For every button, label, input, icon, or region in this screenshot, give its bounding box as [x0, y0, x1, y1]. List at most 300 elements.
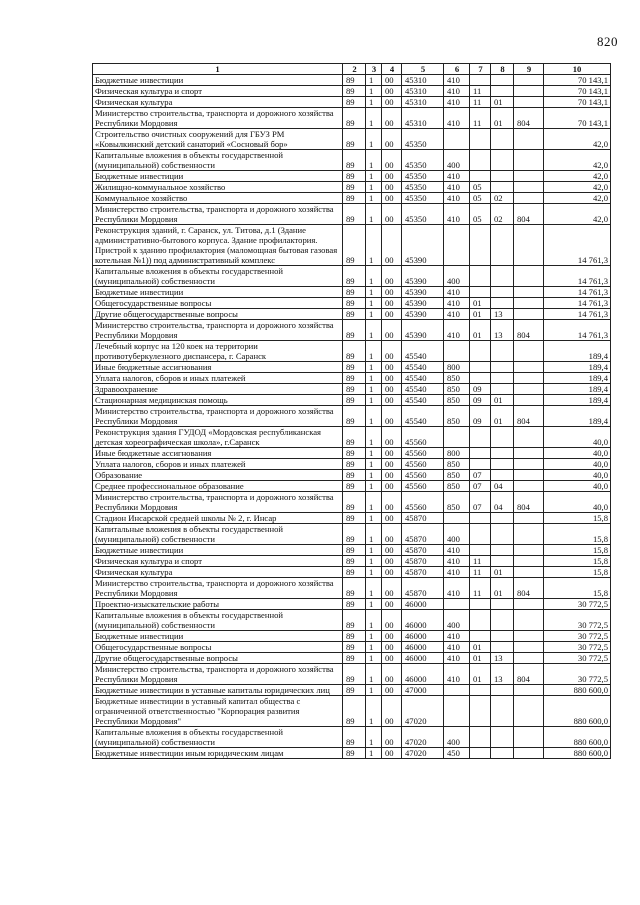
code-cell: 89 [343, 427, 366, 448]
amount-cell: 15,8 [544, 524, 611, 545]
code-cell: 45350 [402, 182, 444, 193]
code-cell [470, 266, 491, 287]
code-cell: 47020 [402, 727, 444, 748]
name-cell: Жилищно-коммунальное хозяйство [93, 182, 343, 193]
name-cell: Бюджетные инвестиции [93, 287, 343, 298]
table-row [93, 685, 611, 696]
code-cell: 1 [366, 556, 382, 567]
name-cell: Министерство строительства, транспорта и дорожного хозяйства Республики Мордовия [93, 320, 343, 341]
code-cell: 89 [343, 545, 366, 556]
code-cell [514, 459, 544, 470]
name-cell: Капитальные вложения в объекты государственной (муниципальной) собственности [93, 727, 343, 748]
code-cell: 89 [343, 470, 366, 481]
code-cell: 89 [343, 193, 366, 204]
code-cell: 00 [382, 75, 402, 86]
code-cell [491, 642, 514, 653]
code-cell: 89 [343, 108, 366, 129]
table-row [93, 696, 611, 727]
table-row [93, 287, 611, 298]
code-cell: 46000 [402, 599, 444, 610]
code-cell: 00 [382, 341, 402, 362]
code-cell: 00 [382, 448, 402, 459]
amount-cell: 42,0 [544, 129, 611, 150]
code-cell: 89 [343, 685, 366, 696]
code-cell: 89 [343, 696, 366, 727]
code-cell [470, 427, 491, 448]
name-cell: Бюджетные инвестиции [93, 545, 343, 556]
code-cell: 89 [343, 631, 366, 642]
name-cell: Капитальные вложения в объекты государственной (муниципальной) собственности [93, 150, 343, 171]
table-row [93, 545, 611, 556]
code-cell: 89 [343, 204, 366, 225]
code-cell: 00 [382, 204, 402, 225]
code-cell: 1 [366, 599, 382, 610]
code-cell: 00 [382, 696, 402, 727]
code-cell: 410 [444, 182, 470, 193]
table-row [93, 427, 611, 448]
code-cell: 00 [382, 86, 402, 97]
code-cell [491, 225, 514, 266]
code-cell [470, 129, 491, 150]
name-cell: Бюджетные инвестиции [93, 171, 343, 182]
table-row [93, 642, 611, 653]
page-number: 820 [597, 34, 618, 49]
code-cell: 89 [343, 578, 366, 599]
name-cell: Уплата налогов, сборов и иных платежей [93, 373, 343, 384]
column-header: 7 [470, 64, 491, 75]
code-cell: 89 [343, 406, 366, 427]
amount-cell: 14 761,3 [544, 320, 611, 341]
code-cell [491, 182, 514, 193]
amount-cell: 42,0 [544, 193, 611, 204]
code-cell [470, 287, 491, 298]
code-cell: 1 [366, 427, 382, 448]
code-cell [514, 171, 544, 182]
code-cell: 410 [444, 97, 470, 108]
code-cell: 89 [343, 748, 366, 759]
name-cell: Министерство строительства, транспорта и дорожного хозяйства Республики Мордовия [93, 664, 343, 685]
code-cell: 45310 [402, 97, 444, 108]
code-cell [491, 86, 514, 97]
table-row [93, 204, 611, 225]
code-cell [491, 129, 514, 150]
code-cell [514, 481, 544, 492]
code-cell [470, 696, 491, 727]
code-cell [470, 545, 491, 556]
code-cell: 11 [470, 556, 491, 567]
code-cell: 1 [366, 448, 382, 459]
code-cell [514, 696, 544, 727]
name-cell: Физическая культура и спорт [93, 86, 343, 97]
code-cell: 13 [491, 320, 514, 341]
code-cell [514, 182, 544, 193]
budget-table [92, 63, 611, 759]
code-cell: 00 [382, 642, 402, 653]
code-cell: 13 [491, 309, 514, 320]
code-cell [470, 610, 491, 631]
code-cell: 45870 [402, 545, 444, 556]
code-cell: 1 [366, 182, 382, 193]
code-cell: 00 [382, 395, 402, 406]
code-cell: 1 [366, 631, 382, 642]
code-cell: 46000 [402, 653, 444, 664]
code-cell: 1 [366, 727, 382, 748]
name-cell: Лечебный корпус на 120 коек на территории противотуберкулезного диспансера, г. Саранск [93, 341, 343, 362]
code-cell: 45390 [402, 225, 444, 266]
code-cell: 89 [343, 182, 366, 193]
code-cell [444, 341, 470, 362]
amount-cell: 15,8 [544, 556, 611, 567]
table-row [93, 599, 611, 610]
amount-cell: 14 761,3 [544, 309, 611, 320]
code-cell: 45310 [402, 108, 444, 129]
code-cell: 45560 [402, 492, 444, 513]
code-cell [491, 373, 514, 384]
code-cell: 850 [444, 470, 470, 481]
code-cell: 850 [444, 406, 470, 427]
code-cell: 00 [382, 150, 402, 171]
code-cell: 1 [366, 171, 382, 182]
code-cell: 45390 [402, 298, 444, 309]
code-cell: 00 [382, 545, 402, 556]
code-cell [444, 129, 470, 150]
code-cell: 89 [343, 86, 366, 97]
code-cell [514, 309, 544, 320]
code-cell [491, 287, 514, 298]
code-cell: 00 [382, 599, 402, 610]
code-cell: 1 [366, 287, 382, 298]
code-cell: 05 [470, 182, 491, 193]
code-cell [491, 75, 514, 86]
code-cell: 410 [444, 287, 470, 298]
code-cell: 89 [343, 129, 366, 150]
code-cell: 410 [444, 642, 470, 653]
code-cell: 1 [366, 470, 382, 481]
code-cell: 400 [444, 150, 470, 171]
code-cell: 01 [491, 578, 514, 599]
table-row [93, 384, 611, 395]
name-cell: Бюджетные инвестиции [93, 631, 343, 642]
code-cell: 13 [491, 653, 514, 664]
code-cell: 45390 [402, 320, 444, 341]
amount-cell: 15,8 [544, 513, 611, 524]
code-cell: 410 [444, 320, 470, 341]
code-cell: 01 [470, 309, 491, 320]
code-cell [470, 459, 491, 470]
code-cell: 05 [470, 204, 491, 225]
code-cell: 01 [491, 108, 514, 129]
name-cell: Капитальные вложения в объекты государственной (муниципальной) собственности [93, 266, 343, 287]
code-cell: 1 [366, 748, 382, 759]
amount-cell: 14 761,3 [544, 287, 611, 298]
name-cell: Реконструкция зданий, г. Саранск, ул. Титова, д.1 (Здание административно-бытового корпуса. Здание профилактория. Пристрой к зданию профилактория (маломощная бытовая газовая котельная №1)) под административный комплекс [93, 225, 343, 266]
code-cell: 850 [444, 492, 470, 513]
code-cell: 45350 [402, 129, 444, 150]
code-cell [514, 266, 544, 287]
code-cell: 46000 [402, 631, 444, 642]
code-cell: 1 [366, 129, 382, 150]
code-cell: 00 [382, 524, 402, 545]
code-cell: 1 [366, 642, 382, 653]
code-cell [470, 513, 491, 524]
code-cell: 804 [514, 320, 544, 341]
code-cell [514, 362, 544, 373]
amount-cell: 42,0 [544, 150, 611, 171]
code-cell: 07 [470, 481, 491, 492]
amount-cell: 40,0 [544, 427, 611, 448]
name-cell: Министерство строительства, транспорта и дорожного хозяйства Республики Мордовия [93, 108, 343, 129]
code-cell: 11 [470, 578, 491, 599]
code-cell: 410 [444, 309, 470, 320]
code-cell: 89 [343, 309, 366, 320]
code-cell: 07 [470, 470, 491, 481]
code-cell: 45310 [402, 75, 444, 86]
code-cell: 410 [444, 298, 470, 309]
table-row [93, 406, 611, 427]
code-cell: 45540 [402, 373, 444, 384]
code-cell [514, 727, 544, 748]
table-row [93, 727, 611, 748]
code-cell: 1 [366, 664, 382, 685]
code-cell: 00 [382, 748, 402, 759]
amount-cell: 30 772,5 [544, 642, 611, 653]
code-cell: 89 [343, 395, 366, 406]
amount-cell: 70 143,1 [544, 108, 611, 129]
amount-cell: 40,0 [544, 470, 611, 481]
code-cell: 89 [343, 341, 366, 362]
table-row [93, 481, 611, 492]
table-row [93, 459, 611, 470]
code-cell: 1 [366, 298, 382, 309]
name-cell: Министерство строительства, транспорта и дорожного хозяйства Республики Мордовия [93, 578, 343, 599]
code-cell [491, 545, 514, 556]
code-cell [470, 631, 491, 642]
code-cell [470, 373, 491, 384]
amount-cell: 40,0 [544, 448, 611, 459]
code-cell: 00 [382, 459, 402, 470]
code-cell: 00 [382, 470, 402, 481]
code-cell: 1 [366, 481, 382, 492]
code-cell: 804 [514, 664, 544, 685]
code-cell: 00 [382, 653, 402, 664]
code-cell: 45560 [402, 470, 444, 481]
code-cell: 00 [382, 129, 402, 150]
code-cell [514, 86, 544, 97]
amount-cell: 70 143,1 [544, 97, 611, 108]
code-cell: 00 [382, 182, 402, 193]
code-cell [444, 696, 470, 727]
code-cell [491, 599, 514, 610]
amount-cell: 42,0 [544, 171, 611, 182]
code-cell: 45350 [402, 193, 444, 204]
code-cell: 89 [343, 298, 366, 309]
code-cell [514, 567, 544, 578]
code-cell: 400 [444, 610, 470, 631]
code-cell: 89 [343, 266, 366, 287]
code-cell: 89 [343, 97, 366, 108]
code-cell: 89 [343, 556, 366, 567]
code-cell: 47000 [402, 685, 444, 696]
code-cell [514, 193, 544, 204]
code-cell: 1 [366, 406, 382, 427]
code-cell: 410 [444, 75, 470, 86]
code-cell: 89 [343, 610, 366, 631]
table-row [93, 193, 611, 204]
code-cell: 04 [491, 481, 514, 492]
code-cell: 410 [444, 653, 470, 664]
code-cell: 1 [366, 459, 382, 470]
code-cell: 01 [491, 406, 514, 427]
code-cell: 00 [382, 513, 402, 524]
code-cell: 89 [343, 524, 366, 545]
code-cell [491, 727, 514, 748]
code-cell: 45540 [402, 362, 444, 373]
code-cell [491, 459, 514, 470]
column-header: 5 [402, 64, 444, 75]
name-cell: Иные бюджетные ассигнования [93, 448, 343, 459]
code-cell: 09 [470, 406, 491, 427]
code-cell: 89 [343, 653, 366, 664]
code-cell: 89 [343, 459, 366, 470]
code-cell: 804 [514, 492, 544, 513]
code-cell [470, 171, 491, 182]
name-cell: Капитальные вложения в объекты государственной (муниципальной) собственности [93, 610, 343, 631]
table-row [93, 309, 611, 320]
amount-cell: 42,0 [544, 182, 611, 193]
table-row [93, 578, 611, 599]
code-cell: 89 [343, 599, 366, 610]
code-cell: 1 [366, 492, 382, 513]
name-cell: Коммунальное хозяйство [93, 193, 343, 204]
name-cell: Бюджетные инвестиции в уставные капиталы юридических лиц [93, 685, 343, 696]
code-cell [514, 470, 544, 481]
code-cell: 1 [366, 685, 382, 696]
code-cell [514, 97, 544, 108]
code-cell [470, 599, 491, 610]
amount-cell: 70 143,1 [544, 86, 611, 97]
code-cell [470, 748, 491, 759]
code-cell: 1 [366, 578, 382, 599]
code-cell [514, 287, 544, 298]
code-cell: 89 [343, 513, 366, 524]
code-cell: 450 [444, 748, 470, 759]
code-cell: 00 [382, 481, 402, 492]
code-cell: 00 [382, 362, 402, 373]
amount-cell: 189,4 [544, 341, 611, 362]
code-cell [514, 225, 544, 266]
code-cell: 89 [343, 448, 366, 459]
code-cell [491, 150, 514, 171]
code-cell: 1 [366, 341, 382, 362]
table-row [93, 470, 611, 481]
code-cell: 45560 [402, 481, 444, 492]
code-cell: 804 [514, 406, 544, 427]
name-cell: Физическая культура [93, 97, 343, 108]
code-cell: 89 [343, 664, 366, 685]
code-cell [491, 513, 514, 524]
name-cell: Министерство строительства, транспорта и дорожного хозяйства Республики Мордовия [93, 492, 343, 513]
name-cell: Другие общегосударственные вопросы [93, 309, 343, 320]
code-cell: 800 [444, 448, 470, 459]
code-cell: 1 [366, 309, 382, 320]
table-row [93, 567, 611, 578]
code-cell: 47020 [402, 696, 444, 727]
code-cell: 00 [382, 727, 402, 748]
code-cell [514, 427, 544, 448]
code-cell: 850 [444, 395, 470, 406]
table-row [93, 266, 611, 287]
column-header: 4 [382, 64, 402, 75]
code-cell [514, 384, 544, 395]
code-cell: 45870 [402, 578, 444, 599]
table-row [93, 373, 611, 384]
code-cell: 00 [382, 108, 402, 129]
code-cell [491, 427, 514, 448]
code-cell: 00 [382, 193, 402, 204]
code-cell: 00 [382, 266, 402, 287]
name-cell: Проектно-изыскательские работы [93, 599, 343, 610]
table-row [93, 395, 611, 406]
amount-cell: 14 761,3 [544, 225, 611, 266]
code-cell: 00 [382, 309, 402, 320]
code-cell [470, 341, 491, 362]
amount-cell: 880 600,0 [544, 685, 611, 696]
code-cell: 1 [366, 384, 382, 395]
code-cell: 00 [382, 631, 402, 642]
code-cell: 04 [491, 492, 514, 513]
code-cell: 00 [382, 610, 402, 631]
code-cell: 45870 [402, 567, 444, 578]
amount-cell: 15,8 [544, 567, 611, 578]
code-cell: 45560 [402, 427, 444, 448]
amount-cell: 42,0 [544, 204, 611, 225]
code-cell: 804 [514, 108, 544, 129]
code-cell: 1 [366, 373, 382, 384]
code-cell: 00 [382, 97, 402, 108]
code-cell [514, 448, 544, 459]
code-cell: 01 [470, 320, 491, 341]
code-cell: 1 [366, 610, 382, 631]
table-row [93, 631, 611, 642]
code-cell: 1 [366, 513, 382, 524]
code-cell: 1 [366, 150, 382, 171]
code-cell: 09 [470, 384, 491, 395]
code-cell: 89 [343, 287, 366, 298]
table-row [93, 492, 611, 513]
code-cell [514, 653, 544, 664]
code-cell: 45870 [402, 556, 444, 567]
code-cell [470, 685, 491, 696]
code-cell: 00 [382, 664, 402, 685]
column-header: 10 [544, 64, 611, 75]
code-cell: 13 [491, 664, 514, 685]
name-cell: Общегосударственные вопросы [93, 298, 343, 309]
code-cell: 00 [382, 567, 402, 578]
amount-cell: 70 143,1 [544, 75, 611, 86]
name-cell: Строительство очистных сооружений для ГБУЗ РМ «Ковылкинский детский санаторий «Сосновый бор» [93, 129, 343, 150]
code-cell: 45540 [402, 406, 444, 427]
code-cell: 410 [444, 193, 470, 204]
code-cell: 45310 [402, 86, 444, 97]
code-cell: 01 [491, 567, 514, 578]
code-cell: 45390 [402, 287, 444, 298]
amount-cell: 189,4 [544, 395, 611, 406]
amount-cell: 30 772,5 [544, 599, 611, 610]
code-cell: 850 [444, 459, 470, 470]
code-cell: 46000 [402, 664, 444, 685]
code-cell [514, 341, 544, 362]
code-cell [514, 631, 544, 642]
